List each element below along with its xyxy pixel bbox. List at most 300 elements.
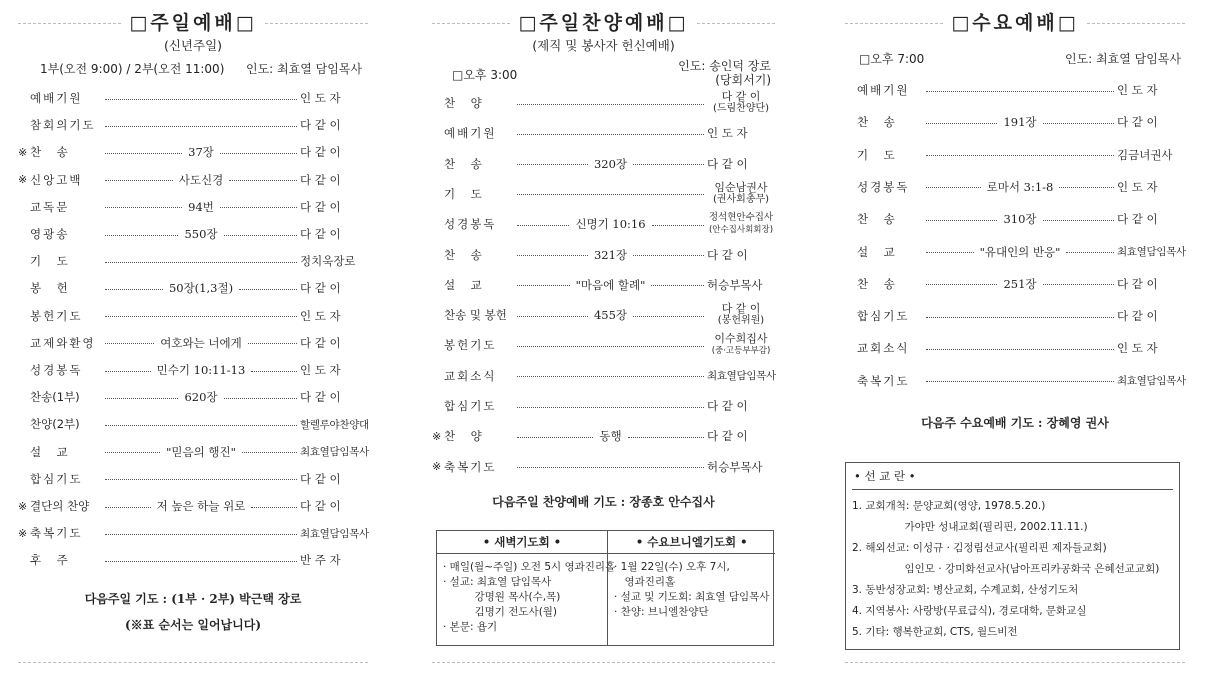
item-detail: [105, 172, 297, 188]
item-detail: [105, 280, 297, 296]
item-name: 찬송(1부): [30, 390, 80, 405]
item-detail: [517, 428, 704, 444]
dot-leader: [105, 316, 297, 317]
item-detail: [517, 156, 704, 172]
item-content: 동행: [599, 429, 622, 444]
item-detail: [926, 179, 1114, 195]
item-leader: 다 같 이: [300, 118, 341, 133]
item-name: 예배기원: [444, 126, 497, 141]
detail-line: 1. 교회개척: 문양교회(영양, 1978.5.20.): [852, 500, 1046, 512]
stand-mark: ※: [432, 460, 442, 474]
service-time: □오후 3:00: [452, 68, 518, 82]
item-name: 참회의기도: [30, 118, 96, 133]
leader-role: (봉헌위원): [717, 315, 765, 327]
item-name: 합심기도: [444, 399, 497, 413]
wednesday-worship-column: [845, 0, 1185, 680]
dot-leader: [105, 153, 182, 154]
service-item: [432, 426, 775, 446]
item-name: 설 교: [30, 444, 70, 459]
stand-mark: ※: [432, 429, 442, 443]
dawn-prayer-title: • 새벽기도회 •: [437, 531, 607, 554]
item-detail: [926, 211, 1114, 227]
item-name: 합심기도: [857, 309, 910, 324]
detail-line: 4. 지역봉사: 사랑방(무료급식), 경로대학, 문화교실: [852, 605, 1087, 617]
item-name: 결단의 찬양: [30, 499, 90, 513]
service-item: [18, 306, 368, 326]
service-item: [432, 180, 775, 205]
dot-leader: [517, 467, 704, 468]
item-content: 620장: [184, 390, 218, 405]
dot-leader: [926, 187, 981, 188]
item-leader: 최효열담임목사: [300, 446, 369, 459]
dot-leader: [220, 207, 297, 208]
item-content: 여호와는 너에게: [160, 335, 242, 350]
item-detail: [926, 244, 1114, 260]
item-leader: [707, 91, 775, 115]
item-leader: [707, 212, 775, 236]
dot-leader: [105, 371, 151, 372]
dot-leader: [651, 285, 704, 286]
item-name: 신앙고백: [30, 172, 83, 187]
detail-line: 영과진리홀: [614, 576, 676, 588]
item-detail: [926, 89, 1114, 92]
item-content: 로마서 3:1-8: [986, 179, 1054, 194]
dot-leader: [220, 153, 297, 154]
sunday-worship-title: □주일예배□: [129, 11, 257, 34]
item-leader: 인 도 자: [1117, 341, 1158, 356]
service-item: [18, 360, 368, 380]
divider: [18, 662, 368, 663]
dot-leader: [926, 155, 1114, 156]
item-content: 310장: [1003, 212, 1037, 227]
dot-leader: [105, 289, 163, 290]
service-leader: 인도: 최효열 담임목사: [1064, 52, 1181, 66]
item-name: 봉 헌: [30, 281, 70, 296]
dot-leader: [517, 104, 704, 105]
service-item: [845, 242, 1185, 262]
wednesday-prayer-title: • 수요브니엘기도회 •: [608, 531, 775, 554]
item-leader: 다 같 이: [707, 156, 748, 171]
dot-leader: [1043, 220, 1114, 221]
item-leader: 다 같 이: [300, 227, 341, 241]
item-name: 합심기도: [30, 471, 83, 486]
item-name: 후 주: [30, 553, 70, 568]
item-name: 성경봉독: [30, 363, 83, 377]
item-detail: [926, 276, 1114, 292]
item-detail: [105, 444, 297, 460]
service-item: [845, 306, 1185, 326]
item-detail: [105, 423, 297, 426]
item-content: "유대인의 반응": [979, 244, 1061, 259]
dot-leader: [105, 126, 297, 127]
detail-line: · 1월 22일(수) 오후 7시,: [614, 561, 730, 573]
service-item: [432, 366, 775, 386]
sunday-worship-subtitle: (신년주일): [163, 38, 223, 53]
item-name: 영광송: [30, 227, 70, 241]
detail-line: 2. 해외선교: 이성규 · 김정림선교사(필리핀 제자들교회): [852, 542, 1107, 554]
leader-role: (안수집사회회장): [708, 225, 774, 236]
divider: [432, 23, 510, 24]
item-leader: 최효열담임목사: [1117, 246, 1186, 258]
divider: [845, 662, 1185, 663]
dot-leader: [229, 180, 297, 181]
item-name: 찬 송: [444, 247, 484, 262]
item-leader: 김금녀권사: [1117, 147, 1173, 162]
item-detail: [926, 114, 1114, 130]
leader-line: 인도: 송인덕 장로: [678, 59, 771, 73]
item-detail: [926, 347, 1114, 350]
service-item: [18, 550, 368, 570]
dot-leader: [652, 225, 704, 226]
item-name: 예배기원: [30, 91, 83, 105]
dot-leader: [105, 425, 297, 426]
item-name: 성경봉독: [444, 217, 497, 232]
divider: [432, 662, 775, 663]
next-prayer: 다음주 수요예배 기도 : 장혜영 권사: [921, 416, 1109, 430]
item-name: 예배기원: [857, 83, 910, 97]
dot-leader: [926, 349, 1114, 350]
detail-line: · 찬양: 브니엘찬양단: [614, 606, 709, 618]
item-leader: 다 같 이: [1117, 309, 1158, 324]
item-leader: 허승부목사: [707, 459, 763, 474]
item-leader: 다 같 이: [707, 247, 748, 262]
divider: [1087, 23, 1185, 24]
item-content: 사도신경: [178, 172, 224, 187]
item-leader: 최효열담임목사: [707, 370, 776, 383]
next-prayer: 다음주일 찬양예배 기도 : 장종호 안수집사: [492, 495, 715, 509]
item-detail: [517, 247, 704, 263]
divider: [18, 23, 121, 24]
detail-line: 가야만 성내교회(필리핀, 2002.11.11.): [852, 521, 1088, 533]
leader-name: 이수희집사: [714, 332, 768, 346]
item-name: 찬송 및 봉헌: [444, 308, 507, 323]
prayer-meetings-box: [436, 530, 774, 646]
item-content: 37장: [188, 145, 214, 160]
service-item: [845, 371, 1185, 391]
item-name: 찬 양: [444, 429, 484, 444]
item-content: 191장: [1003, 115, 1037, 130]
item-name: 교회소식: [444, 368, 497, 383]
stand-mark: ※: [18, 526, 28, 540]
leader-name: 다 같 이: [721, 302, 761, 316]
item-leader: 다 같 이: [300, 172, 341, 187]
dot-leader: [926, 91, 1114, 92]
item-content: 320장: [593, 156, 628, 171]
item-name: 교제와환영: [30, 335, 96, 350]
service-item: [18, 142, 368, 162]
item-detail: [105, 97, 297, 100]
item-detail: [105, 477, 297, 480]
dot-leader: [1043, 123, 1114, 124]
standing-note: (※표 순서는 일어납니다): [124, 618, 262, 632]
item-leader: 다 같 이: [1117, 276, 1158, 291]
item-content: 저 높은 하늘 위로: [156, 499, 246, 513]
mission-title: • 선 교 란 •: [854, 469, 916, 483]
item-leader: 다 같 이: [300, 471, 341, 486]
item-content: 민수기 10:11-13: [156, 363, 246, 377]
service-item: [18, 88, 368, 108]
item-name: 성경봉독: [857, 179, 910, 194]
item-name: 봉헌기도: [444, 338, 497, 353]
leader-role: (중·고등부부감): [711, 346, 771, 357]
item-detail: [517, 216, 704, 232]
item-detail: [105, 314, 297, 317]
service-item: [432, 245, 775, 265]
item-detail: [105, 559, 297, 562]
service-item: [18, 278, 368, 298]
item-leader: 인 도 자: [300, 308, 341, 323]
divider: [845, 23, 943, 24]
service-item: [432, 302, 775, 327]
item-leader: 다 같 이: [707, 399, 748, 413]
item-leader: 최효열담임목사: [1117, 375, 1186, 388]
item-leader: 인 도 자: [300, 363, 341, 377]
dot-leader: [105, 561, 297, 562]
item-detail: [105, 144, 297, 160]
dot-leader: [926, 317, 1114, 318]
dot-leader: [926, 284, 997, 285]
service-item: [432, 154, 775, 174]
item-detail: [105, 124, 297, 127]
leader-name: 정석현안수집사: [708, 212, 774, 224]
item-detail: [517, 374, 704, 377]
dot-leader: [628, 437, 704, 438]
item-name: 축복기도: [857, 373, 910, 388]
service-item: [845, 274, 1185, 294]
dot-leader: [517, 134, 704, 135]
dot-leader: [1059, 187, 1114, 188]
dot-leader: [251, 371, 297, 372]
item-name: 기 도: [30, 254, 70, 269]
dot-leader: [517, 376, 704, 377]
item-detail: [517, 102, 704, 105]
item-detail: [517, 405, 704, 408]
detail-line: 김명기 전도사(월): [443, 606, 558, 618]
dot-leader: [239, 289, 297, 290]
item-name: 축복기도: [444, 459, 497, 474]
dot-leader: [926, 252, 974, 253]
item-leader: 인 도 자: [707, 126, 748, 141]
service-item: [845, 112, 1185, 132]
item-leader: 다 같 이: [300, 281, 341, 296]
item-content: 321장: [593, 247, 628, 262]
service-item: [432, 214, 775, 234]
sunday-worship-column: [18, 0, 368, 680]
item-name: 축복기도: [30, 526, 83, 541]
detail-line: 3. 동반성장교회: 병산교회, 수계교회, 산성기도처: [852, 584, 1079, 596]
dot-leader: [926, 381, 1114, 382]
dot-leader: [517, 164, 588, 165]
praise-worship-column: [432, 0, 775, 680]
service-item: [432, 90, 775, 114]
item-detail: [517, 277, 704, 293]
dot-leader: [926, 123, 997, 124]
item-name: 교독문: [30, 199, 70, 214]
item-leader: [707, 182, 775, 206]
service-item: [18, 170, 368, 190]
leader-role: (당회서기): [715, 73, 771, 87]
item-leader: 다 같 이: [300, 335, 341, 350]
wednesday-prayer-panel: [608, 531, 775, 645]
service-item: [432, 396, 775, 416]
item-detail: [105, 498, 297, 514]
item-leader: 다 같 이: [300, 499, 341, 513]
item-content: 94번: [188, 199, 214, 214]
service-item: [845, 145, 1185, 165]
item-detail: [517, 307, 704, 323]
detail-line: · 매일(월~주일) 오전 5시 영과진리홀: [443, 561, 616, 573]
service-item: [18, 387, 368, 407]
item-content: "마음에 할례": [575, 277, 646, 292]
dot-leader: [633, 316, 704, 317]
item-detail: [105, 226, 297, 242]
service-item: [18, 333, 368, 353]
item-name: 기 도: [857, 147, 897, 162]
item-name: 설 교: [857, 244, 897, 259]
item-name: 찬양(2부): [30, 417, 80, 432]
leader-name: 다 같 이: [721, 90, 761, 103]
leader-role: (권사회총무): [712, 193, 770, 205]
dot-leader: [633, 164, 704, 165]
item-detail: [926, 379, 1114, 382]
detail-line: 강명원 목사(수,목): [443, 591, 561, 603]
wednesday-worship-title: □수요예배□: [951, 11, 1079, 34]
service-item: [18, 224, 368, 244]
item-leader: 최효열담임목사: [300, 527, 369, 540]
dot-leader: [105, 180, 173, 181]
mission-details: [846, 490, 1179, 649]
wednesday-worship-header: [845, 6, 1185, 36]
item-leader: [707, 333, 775, 357]
dot-leader: [517, 285, 570, 286]
item-content: 50장(1,3절): [168, 281, 234, 296]
dot-leader: [251, 507, 297, 508]
item-name: 찬 송: [857, 115, 897, 130]
item-content: 251장: [1003, 276, 1037, 291]
service-item: [845, 209, 1185, 229]
detail-line: · 본문: 욥기: [443, 621, 498, 633]
item-detail: [105, 335, 297, 351]
item-leader: 다 같 이: [300, 390, 341, 405]
service-item: [432, 123, 775, 143]
dot-leader: [105, 99, 297, 100]
item-leader: 인 도 자: [1117, 83, 1158, 97]
item-name: 교회소식: [857, 341, 910, 356]
item-detail: [517, 344, 704, 347]
detail-line: 임인모 · 강미화선교사(남아프리카공화국 은혜선교교회): [852, 563, 1160, 575]
item-leader: [707, 303, 775, 327]
dawn-prayer-panel: [437, 531, 616, 645]
detail-line: · 설교 및 기도회: 최효열 담임목사: [614, 591, 770, 603]
item-content: "믿음의 행진": [166, 444, 236, 459]
item-detail: [105, 532, 297, 535]
item-content: 신명기 10:16: [575, 217, 646, 232]
item-name: 봉헌기도: [30, 308, 83, 323]
wednesday-prayer-details: [608, 554, 775, 626]
item-leader: 다 같 이: [1117, 115, 1158, 130]
item-leader: 다 같 이: [707, 429, 748, 444]
item-detail: [105, 260, 297, 263]
praise-worship-header: [432, 6, 775, 36]
dot-leader: [224, 398, 297, 399]
item-content: 550장: [184, 227, 218, 241]
service-item: [18, 469, 368, 489]
dot-leader: [105, 479, 297, 480]
item-leader: 다 같 이: [1117, 212, 1158, 227]
dot-leader: [105, 534, 297, 535]
item-content: 455장: [593, 308, 628, 323]
dot-leader: [105, 207, 182, 208]
item-leader: 반 주 자: [300, 553, 341, 568]
dot-leader: [105, 398, 178, 399]
service-item: [845, 177, 1185, 197]
leader-name: 임순남권사: [714, 180, 768, 194]
stand-mark: ※: [18, 173, 28, 187]
item-leader: 허승부목사: [707, 277, 763, 292]
item-detail: [926, 153, 1114, 156]
praise-worship-title: □주일찬양예배□: [518, 11, 689, 34]
dot-leader: [242, 452, 297, 453]
dot-leader: [105, 507, 151, 508]
item-name: 찬 송: [857, 276, 897, 291]
service-time: 1부(오전 9:00) / 2부(오전 11:00): [40, 62, 225, 76]
dot-leader: [517, 437, 593, 438]
dot-leader: [517, 346, 704, 347]
item-leader: 인 도 자: [300, 91, 341, 105]
item-detail: [105, 199, 297, 215]
dot-leader: [1043, 284, 1114, 285]
stand-mark: ※: [18, 145, 28, 159]
item-leader: 다 같 이: [300, 145, 341, 160]
divider: [697, 23, 775, 24]
dot-leader: [517, 194, 704, 195]
dot-leader: [517, 407, 704, 408]
service-item: [18, 414, 368, 434]
service-item: [845, 338, 1185, 358]
detail-line: · 설교: 최효열 담임목사: [443, 576, 552, 588]
dot-leader: [517, 316, 588, 317]
service-item: [432, 457, 775, 477]
item-name: 찬 송: [857, 212, 897, 227]
dot-leader: [105, 235, 178, 236]
dawn-prayer-details: [437, 554, 616, 641]
item-leader: 인 도 자: [1117, 179, 1158, 194]
service-time: □오후 7:00: [859, 52, 925, 66]
dot-leader: [633, 255, 704, 256]
service-item: [432, 332, 775, 357]
item-name: 찬 송: [30, 145, 70, 160]
service-leader: [678, 59, 771, 87]
dot-leader: [926, 220, 997, 221]
next-prayer: 다음주일 기도 : (1부 · 2부) 박근택 장로: [84, 592, 302, 606]
stand-mark: ※: [18, 499, 28, 513]
dot-leader: [224, 235, 297, 236]
item-name: 찬 송: [444, 156, 484, 171]
item-leader: 할렐루야찬양대: [300, 418, 369, 431]
dot-leader: [248, 343, 297, 344]
item-detail: [517, 465, 704, 468]
sunday-worship-header: [18, 6, 368, 36]
dot-leader: [517, 255, 588, 256]
item-detail: [517, 132, 704, 135]
item-leader: 다 같 이: [300, 199, 341, 214]
dot-leader: [1066, 252, 1114, 253]
dot-leader: [517, 225, 569, 226]
item-detail: [105, 362, 297, 378]
service-item: [18, 115, 368, 135]
leader-role: (드림찬양단): [712, 103, 770, 114]
service-item: [845, 80, 1185, 100]
